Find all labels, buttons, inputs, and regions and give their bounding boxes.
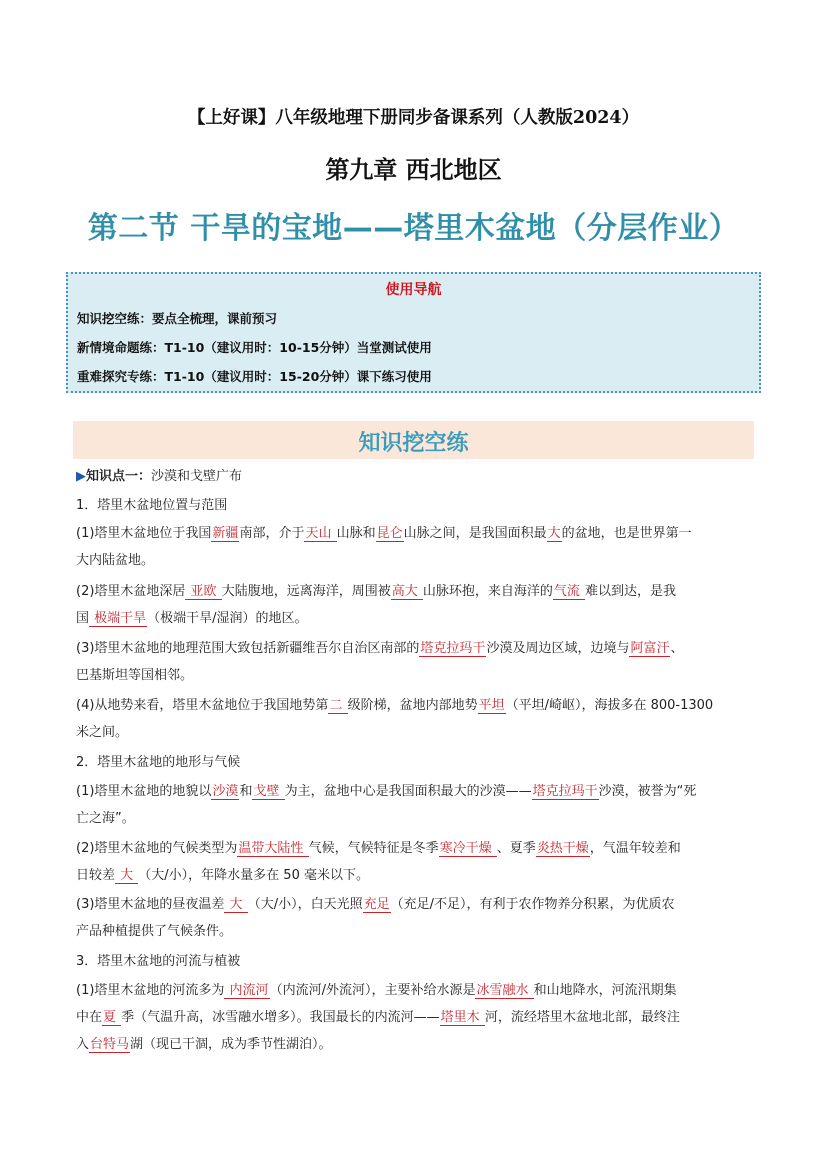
answer-blank: 内流河 [225, 983, 269, 998]
q6-line-2: 日较差 大 （大/小），年降水量多在 50 毫米以下。 [76, 868, 369, 883]
guide-line-2: 新情境命题练：T1-10（建议用时：10-15分钟）当堂测试使用 [77, 340, 432, 355]
guide-line-1: 知识挖空练：要点全梳理，课前预习 [77, 311, 278, 326]
q1-line-2: 大内陆盆地。 [76, 553, 155, 568]
q3-line-2: 巴基斯坦等国相邻。 [76, 668, 194, 683]
answer-blank: 充足 [363, 897, 390, 912]
answer-blank: 温带大陆性 [238, 841, 308, 856]
answer-blank: 平坦 [478, 698, 505, 713]
section-band [73, 421, 754, 459]
usage-guide-box [66, 272, 761, 393]
answer-blank: 塔里木 [440, 1010, 484, 1025]
answer-blank: 大 [225, 897, 247, 912]
q4-line-1: (4)从地势来看，塔里木盆地位于我国地势第二 级阶梯，盆地内部地势平坦（平坦/崎岖），海拔多在 800-1300 [76, 698, 714, 713]
q5-line-1: (1)塔里木盆地的地貌以沙漠和戈壁 为主，盆地中心是我国面积最大的沙漠——塔克拉玛干沙漠，被誉为“死 [76, 784, 697, 799]
answer-blank: 昆仑 [376, 526, 403, 541]
chapter-title: 第九章 西北地区 [325, 156, 502, 184]
series-title: 【上好课】八年级地理下册同步备课系列（人教版2024） [187, 108, 640, 128]
answer-blank: 亚欧 [186, 584, 221, 599]
q8-line-1: (1)塔里木盆地的河流多为 内流河（内流河/外流河），主要补给水源是冰雪融水 和山地降水，河流汛期集 [76, 983, 677, 998]
q8-line-2: 中在夏 季（气温升高，冰雪融水增多）。我国最长的内流河——塔里木 河，流经塔里木盆地北部，最终注 [76, 1010, 680, 1025]
q8-line-3: 入台特马湖（现已干涸，成为季节性湖泊）。 [76, 1037, 332, 1052]
answer-blank: 塔克拉玛干 [532, 784, 598, 799]
answer-blank: 阿富汗 [630, 641, 670, 656]
answer-blank: 大 [116, 868, 138, 883]
subheading-3: 3．塔里木盆地的河流与植被 [76, 954, 241, 969]
q3-line-1: (3)塔里木盆地的地理范围大致包括新疆维吾尔自治区南部的塔克拉玛干沙漠及周边区域，边境与阿富汗、 [76, 641, 684, 656]
answer-blank: 塔克拉玛干 [420, 641, 486, 656]
q7-line-1: (3)塔里木盆地的昼夜温差 大 （大/小），白天光照充足（充足/不足），有利于农作物养分积累，为优质农 [76, 897, 675, 912]
answer-blank: 沙漠 [212, 784, 239, 799]
answer-blank: 炎热干燥 [536, 841, 589, 856]
answer-blank: 极端干旱 [90, 611, 147, 626]
answer-blank: 夏 [103, 1010, 121, 1025]
q7-line-2: 产品种植提供了气候条件。 [76, 924, 233, 939]
answer-blank: 新疆 [212, 526, 239, 541]
triangle-marker-icon: ▶ [76, 469, 86, 484]
answer-blank: 天山 [305, 526, 336, 541]
answer-blank: 台特马 [90, 1037, 130, 1052]
answer-blank: 冰雪融水 [476, 983, 533, 998]
answer-blank: 戈壁 [253, 784, 284, 799]
answer-blank: 气流 [553, 584, 584, 599]
q2-line-2: 国 极端干旱（极端干旱/湿润）的地区。 [76, 611, 308, 626]
q4-line-2: 米之间。 [76, 725, 129, 740]
answer-blank: 高大 [391, 584, 422, 599]
q2-line-1: (2)塔里木盆地深居 亚欧 大陆腹地，远离海洋，周围被高大 山脉环抱，来自海洋的气流 难以到达，是我 [76, 584, 677, 599]
answer-blank: 大 [547, 526, 561, 541]
q5-line-2: 亡之海”。 [76, 811, 135, 826]
guide-line-3: 重难探究专练：T1-10（建议用时：15-20分钟）课下练习使用 [77, 369, 432, 384]
guide-title: 使用导航 [385, 282, 442, 298]
knowledge-point-heading: ▶知识点一：沙漠和戈壁广布 [76, 469, 243, 484]
q6-line-1: (2)塔里木盆地的气候类型为温带大陆性 气候，气候特征是冬季寒冷干燥 、夏季炎热干燥，气温年较差和 [76, 841, 681, 856]
subheading-2: 2．塔里木盆地的地形与气候 [76, 755, 241, 770]
subheading-1: 1．塔里木盆地位置与范围 [76, 498, 228, 513]
band-title: 知识挖空练 [358, 431, 469, 456]
q1-line-1: (1)塔里木盆地位于我国新疆南部，介于天山 山脉和昆仑山脉之间，是我国面积最大的盆地，也是世界第一 [76, 526, 692, 541]
answer-blank: 寒冷干燥 [439, 841, 496, 856]
answer-blank: 二 [329, 698, 347, 713]
section-title: 第二节 干旱的宝地——塔里木盆地（分层作业） [87, 211, 740, 246]
